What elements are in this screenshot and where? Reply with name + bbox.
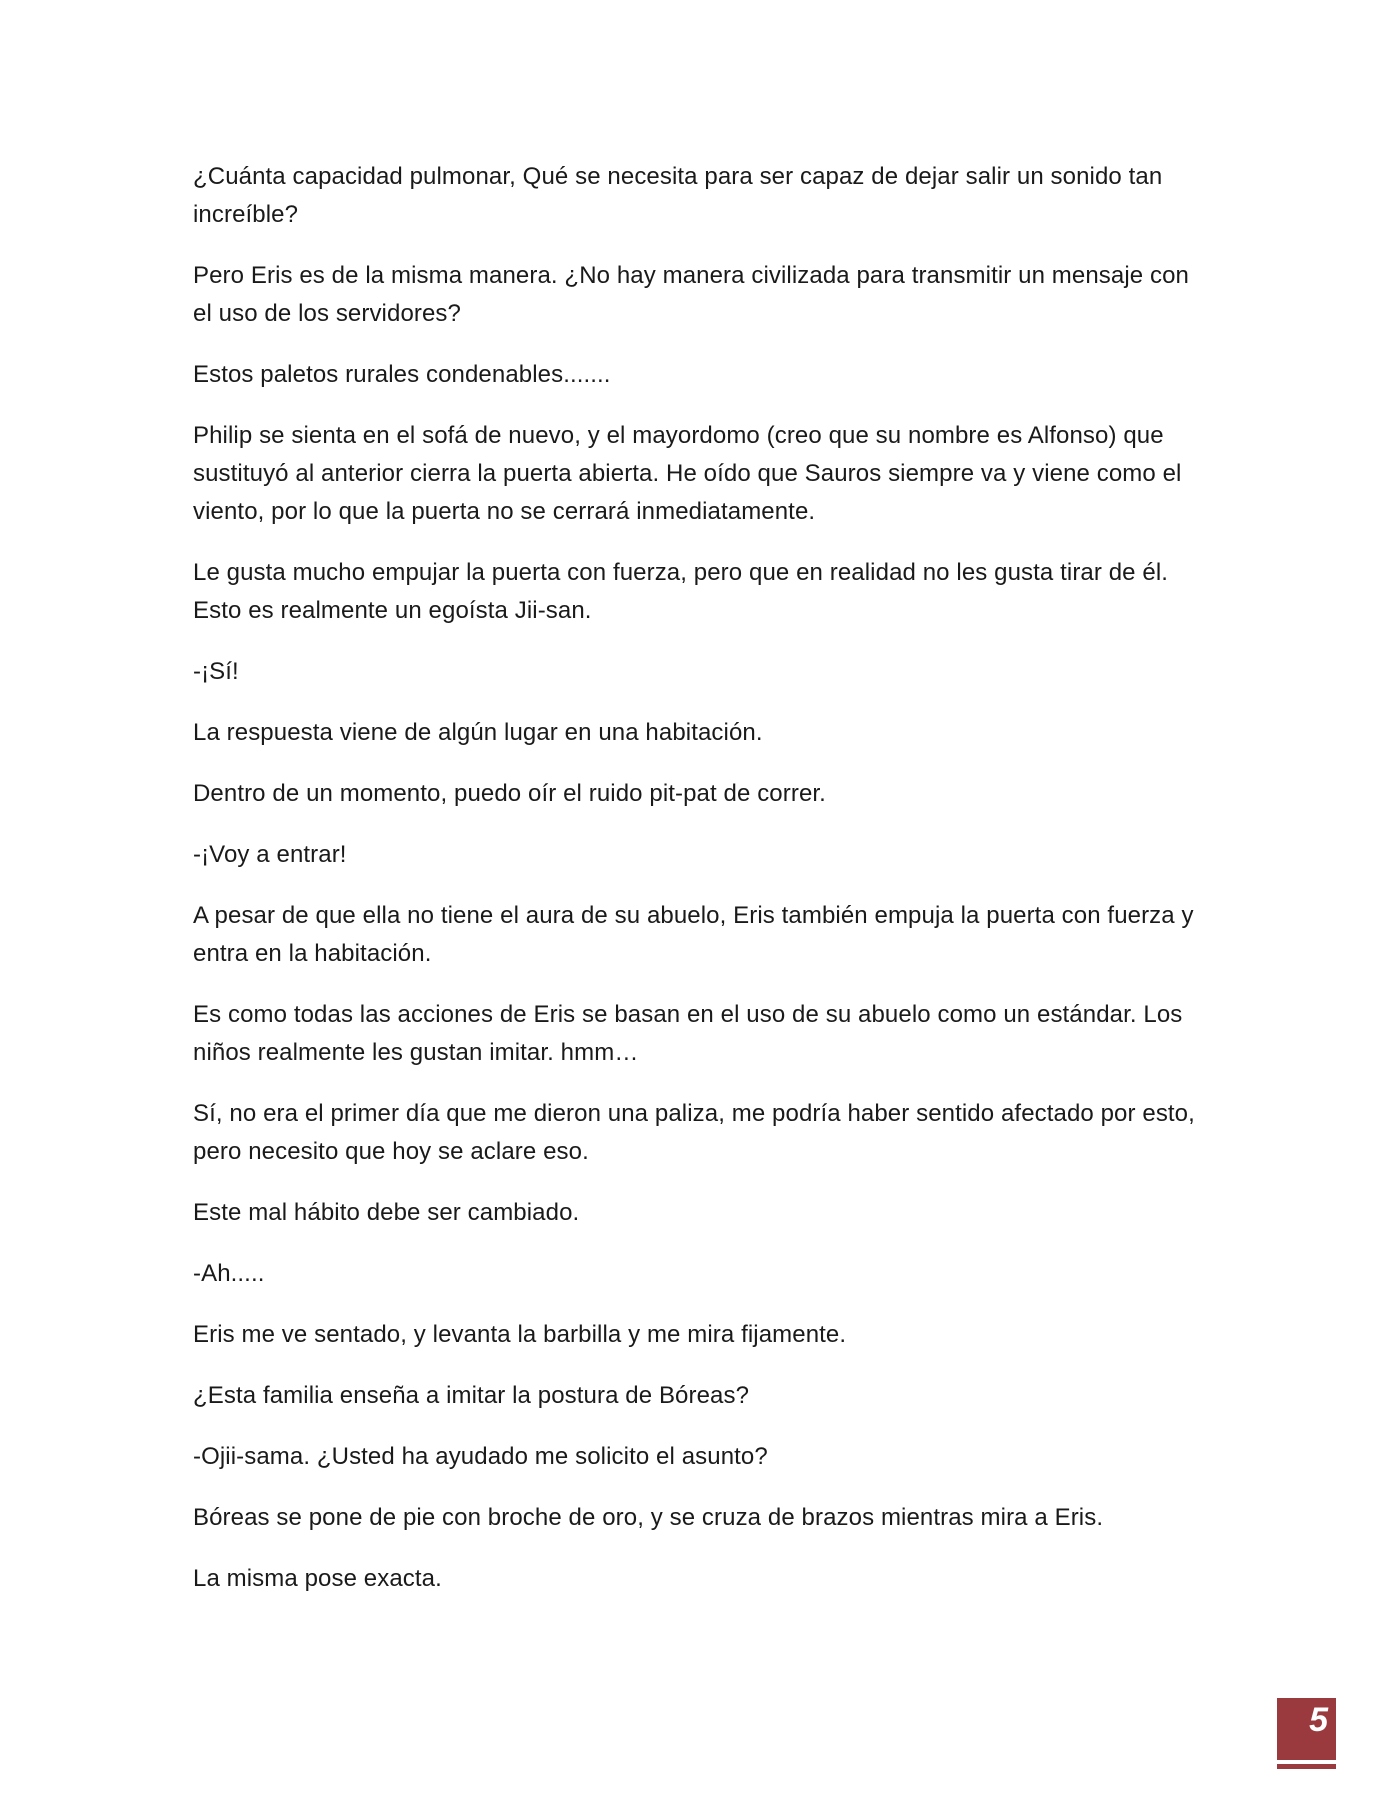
paragraph: -Ah..... (193, 1260, 265, 1287)
paragraph: -Ojii-sama. ¿Usted ha ayudado me solicito el asunto? (193, 1443, 768, 1470)
page-number: 5 (1309, 1701, 1328, 1739)
paragraph: ¿Esta familia enseña a imitar la postura de Bóreas? (193, 1382, 750, 1409)
paragraph: Sí, no era el primer día que me dieron una paliza, me podría haber sentido afectado por esto, pero necesito que hoy se aclare eso. (193, 1100, 1195, 1165)
paragraph: Philip se sienta en el sofá de nuevo, y el mayordomo (creo que su nombre es Alfonso) que sustituyó al anterior cierra la puerta abierta. He oído que Sauros siempre va y viene como el viento, por lo que la puerta no se cerrará inmediatamente. (193, 422, 1182, 525)
page-number-badge (1277, 1698, 1336, 1760)
paragraph: -¡Sí! (193, 658, 239, 685)
paragraph: A pesar de que ella no tiene el aura de su abuelo, Eris también empuja la puerta con fuerza y entra en la habitación. (193, 902, 1194, 967)
paragraph: Bóreas se pone de pie con broche de oro, y se cruza de brazos mientras mira a Eris. (193, 1504, 1104, 1531)
paragraph: La respuesta viene de algún lugar en una habitación. (193, 719, 763, 746)
paragraph: Estos paletos rurales condenables....... (193, 361, 611, 388)
paragraph: Es como todas las acciones de Eris se basan en el uso de su abuelo como un estándar. Los niños realmente les gustan imitar. hmm… (193, 1001, 1183, 1066)
paragraph: Dentro de un momento, puedo oír el ruido pit-pat de correr. (193, 780, 826, 807)
paragraph: Le gusta mucho empujar la puerta con fuerza, pero que en realidad no les gusta tirar de él. Esto es realmente un egoísta Jii-san. (193, 559, 1169, 624)
paragraph: -¡Voy a entrar! (193, 841, 347, 868)
paragraph: La misma pose exacta. (193, 1565, 442, 1592)
body-text (193, 158, 1203, 1621)
page-number-underline (1277, 1764, 1336, 1769)
paragraph: Eris me ve sentado, y levanta la barbilla y me mira fijamente. (193, 1321, 847, 1348)
paragraph: Este mal hábito debe ser cambiado. (193, 1199, 580, 1226)
paragraph: ¿Cuánta capacidad pulmonar, Qué se necesita para ser capaz de dejar salir un sonido tan increíble? (193, 163, 1163, 228)
paragraph: Pero Eris es de la misma manera. ¿No hay manera civilizada para transmitir un mensaje con el uso de los servidores? (193, 262, 1189, 327)
